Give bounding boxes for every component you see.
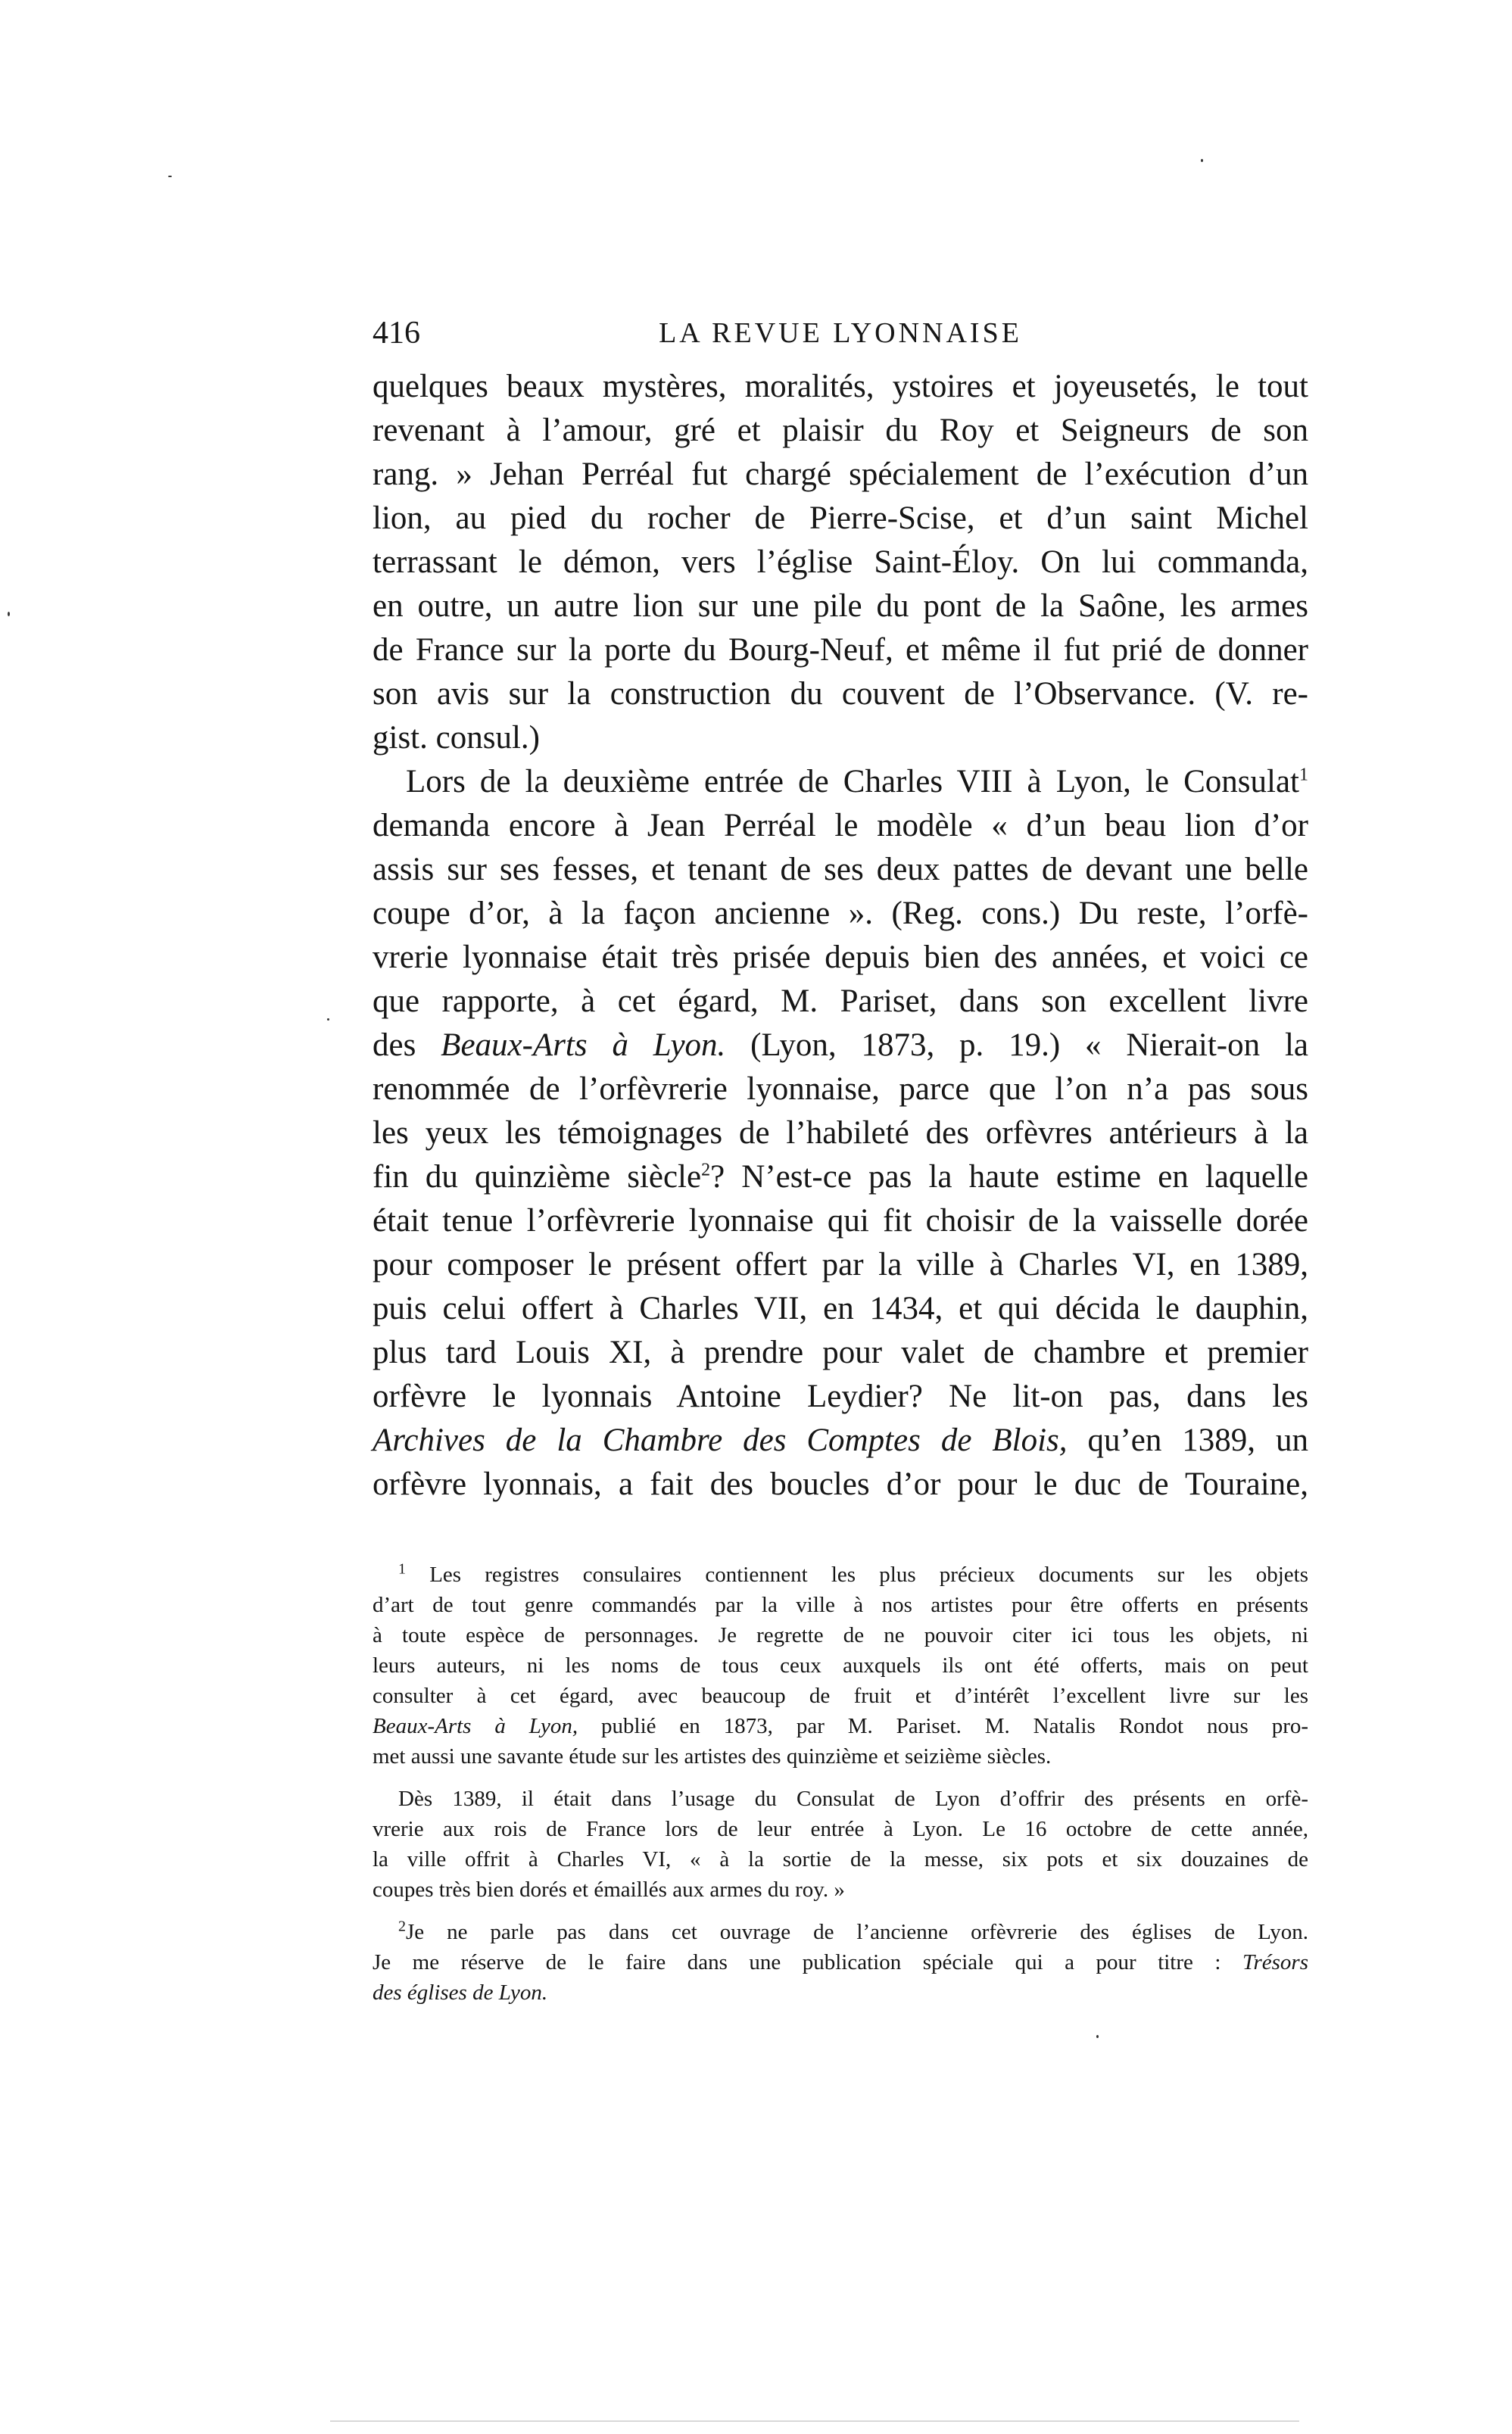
footnote-line: à toute espèce de personnages. Je regrette de ne pouvoir citer ici tous les objets, ni — [373, 1623, 1308, 1647]
footnote-publication-title: des églises de Lyon. — [373, 1981, 548, 2005]
body-line: renommée de l’orfèvrerie lyonnaise, parce que l’on n’a pas sous — [373, 1071, 1308, 1107]
footnote-mark-1: 1 — [398, 1560, 406, 1578]
archives-title: Archives de la Chambre des Comptes de Blois, — [373, 1423, 1068, 1458]
body-line: son avis sur la construction du couvent de l’Observance. (V. re- — [373, 676, 1308, 712]
footnote-ref-1: 1 — [1299, 765, 1308, 785]
body-line: lion, au pied du rocher de Pierre-Scise, et d’un saint Michel — [373, 500, 1308, 536]
footnote-line: leurs auteurs, ni les noms de tous ceux auxquels ils ont été offerts, mais on peut — [373, 1653, 1308, 1678]
page-edge-line — [330, 2420, 1299, 2422]
body-text-run: fin du quinzième siècle — [373, 1159, 702, 1195]
body-line: les yeux les témoignages de l’habileté des orfèvres antérieurs à la — [373, 1115, 1308, 1151]
print-speck — [168, 176, 172, 177]
footnote-1 — [373, 1560, 1308, 1590]
footnote-book-title: Beaux-Arts à Lyon, — [373, 1714, 578, 1738]
body-line: vrerie lyonnaise était très prisée depuis bien des années, et voici ce — [373, 940, 1308, 975]
body-text-run: ? N’est-ce pas la haute estime en laquelle — [710, 1159, 1308, 1195]
body-line: puis celui offert à Charles VII, en 1434, et qui décida le dauphin, — [373, 1291, 1308, 1326]
footnote-line: la ville offrit à Charles VI, « à la sortie de la messe, six pots et six douzaines de — [373, 1847, 1308, 1871]
print-speck — [8, 612, 10, 616]
footnote-spacer — [373, 1905, 1308, 1917]
body-line: orfèvre le lyonnais Antoine Leydier? Ne lit-on pas, dans les — [373, 1379, 1308, 1414]
body-text-run: des — [373, 1027, 441, 1063]
body-line: plus tard Louis XI, à prendre pour valet de chambre et premier — [373, 1335, 1308, 1370]
footnote-line — [373, 1711, 1308, 1741]
footnote-text: publié en 1873, par M. Pariset. M. Natalis Rondot nous pro- — [578, 1714, 1309, 1738]
footnote-line: d’art de tout genre commandés par la ville à nos artistes pour être offerts en présents — [373, 1593, 1308, 1617]
book-title-beaux-arts: Beaux-Arts à Lyon. — [441, 1027, 726, 1063]
footnote-line — [373, 1977, 1308, 2008]
body-text-run: (Lyon, 1873, p. 19.) « Nierait-on la — [725, 1027, 1308, 1063]
body-line — [373, 1024, 1308, 1067]
body-line: orfèvre lyonnais, a fait des boucles d’or pour le duc de Touraine, — [373, 1466, 1308, 1502]
footnote-line — [373, 1947, 1308, 1977]
print-speck — [327, 1018, 329, 1021]
body-line — [373, 1155, 1308, 1199]
footnote-text: Les registres consulaires contiennent les plus précieux documents sur les objets — [406, 1563, 1308, 1587]
body-line: en outre, un autre lion sur une pile du pont de la Saône, les armes — [373, 588, 1308, 624]
body-line: était tenue l’orfèvrerie lyonnaise qui fit choisir de la vaisselle dorée — [373, 1203, 1308, 1239]
footnote-publication-title: Trésors — [1242, 1950, 1308, 1974]
body-text — [373, 365, 1308, 1507]
footnote-spacer — [373, 1772, 1308, 1784]
footnote-mark-2: 2 — [398, 1918, 406, 1935]
body-line: rang. » Jehan Perréal fut chargé spécialement de l’exécution d’un — [373, 457, 1308, 492]
body-line: de France sur la porte du Bourg-Neuf, et même il fut prié de donner — [373, 632, 1308, 668]
body-line: assis sur ses fesses, et tenant de ses deux pattes de devant une belle — [373, 852, 1308, 887]
footnote-line: consulter à cet égard, avec beaucoup de fruit et d’intérêt l’excellent livre sur les — [373, 1684, 1308, 1708]
body-line: quelques beaux mystères, moralités, ystoires et joyeusetés, le tout — [373, 369, 1308, 404]
body-line: gist. consul.) — [373, 720, 540, 756]
body-line: terrassant le démon, vers l’église Saint-Éloy. On lui commanda, — [373, 544, 1308, 580]
footnote-ref-2: 2 — [701, 1160, 711, 1180]
footnote-text: Je ne parle pas dans cet ouvrage de l’ancienne orfèvrerie des églises de Lyon. — [406, 1920, 1308, 1944]
body-text-run: Lors de la deuxième entrée de Charles VIII à Lyon, le Consulat — [406, 764, 1299, 799]
page-number: 416 — [373, 316, 420, 351]
footnote-line: coupes très bien dorés et émaillés aux armes du roy. » — [373, 1878, 845, 1902]
body-text-run: qu’en 1389, un — [1067, 1423, 1308, 1458]
footnote-1-continued: Dès 1389, il était dans l’usage du Consulat de Lyon d’offrir des présents en orfè- — [398, 1787, 1308, 1811]
footnote-line: vrerie aux rois de France lors de leur entrée à Lyon. Le 16 octobre de cette année, — [373, 1817, 1308, 1841]
running-head — [373, 310, 1308, 356]
footnotes — [373, 1560, 1308, 2008]
running-title: LA REVUE LYONNAISE — [659, 317, 1022, 349]
print-speck — [1201, 159, 1203, 162]
body-line — [373, 1419, 1308, 1463]
paragraph-start — [373, 760, 1308, 804]
body-line: coupe d’or, à la façon ancienne ». (Reg. cons.) Du reste, l’orfè- — [373, 896, 1308, 931]
print-speck — [1096, 2035, 1099, 2038]
body-line: que rapporte, à cet égard, M. Pariset, dans son excellent livre — [373, 983, 1308, 1019]
footnote-2 — [373, 1917, 1308, 1947]
footnote-line: met aussi une savante étude sur les artistes des quinzième et seizième siècles. — [373, 1744, 1052, 1769]
body-line: pour composer le présent offert par la ville à Charles VI, en 1389, — [373, 1247, 1308, 1282]
footnote-text: Je me réserve de le faire dans une publication spéciale qui a pour titre : — [373, 1950, 1242, 1974]
body-line: demanda encore à Jean Perréal le modèle « d’un beau lion d’or — [373, 808, 1308, 843]
body-line: revenant à l’amour, gré et plaisir du Roy et Seigneurs de son — [373, 413, 1308, 448]
